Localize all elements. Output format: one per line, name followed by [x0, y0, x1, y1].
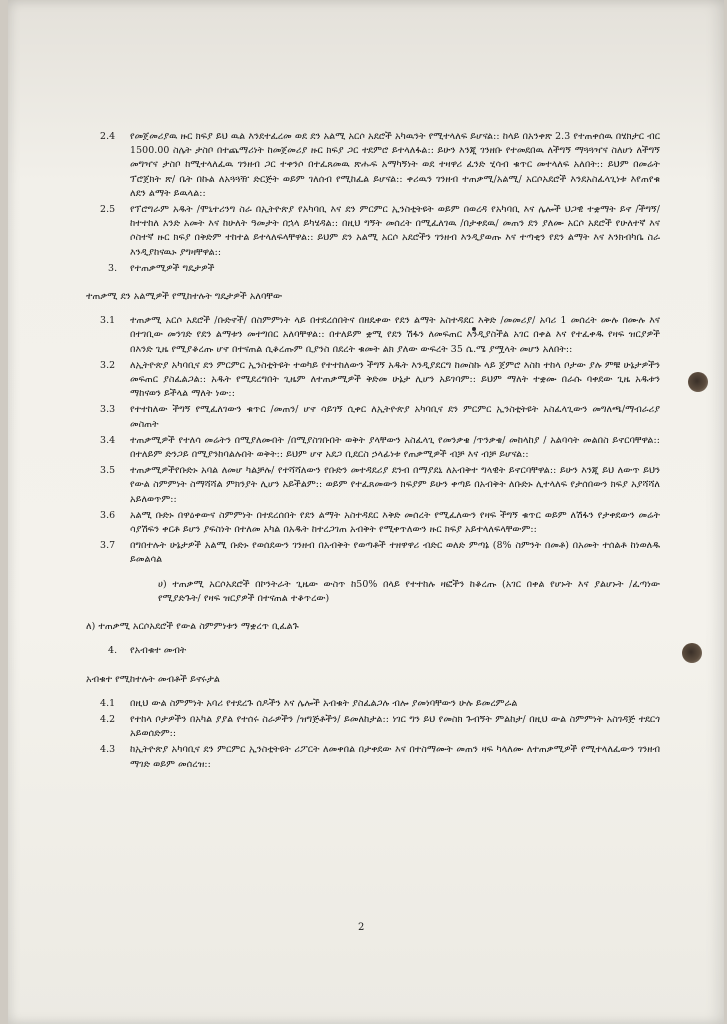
item-text: ከኢትዮጵያ አካባቢና ደን ምርምር ኢንስቲትዩት ሪፖርት ለመቀበል በታቀደው እና በተስማሙት መጠን ዛፍ ካላለሙ ለተጠቃሚዎች የሚተላለፈውን ገንዘብ ማገድ ወይም መሰረዝ:: — [130, 744, 660, 770]
section-title: የአብቁተ መብት — [130, 645, 187, 657]
list-item — [100, 403, 660, 431]
document-page — [8, 0, 724, 1024]
item-number: 4.3 — [100, 744, 116, 756]
punch-hole-upper — [688, 372, 708, 392]
list-item — [100, 130, 660, 201]
item-text: ለኢትዮጵያ አካባቢና ደን ምርምር ኢንስቲትዩት ተወካይ የተተከለውን ችግኝ አዱት እንዲያደርግ ከመስኩ ላይ ጀምሮ እስከ ተከላ ቦታው ያሉ ምቹ ሁኔታዎችን መፍጠር ያስፈልጋል:: አዱት የሚደረግበት ጊዜም ለተጠቃሚዎች ቅድመ ሁኔታ ሊሆን አይገባም:: ይህም ማለት ተቋሙ በራሱ ባቀደው ጊዜ አዱቱን ማከናወን ይችላል ማለት ነው:: — [130, 359, 660, 400]
item-text: የፕሮግራም አዱት /ሞኒተሪንግ ስራ በኢትዮጵያ የአካባቢ እና ደን ምርምር ኢንስቲትዩት ወይም በወረዳ የአካባቢ እና ሌሎች ህጋዊ ተቋማት ይኖ /ችግኝ/ ከተተከለ አንድ አመት እና ከሁለት ዓመታት በኋላ ይካሄዳል:: በዚህ ግኝት መሰረት በሚፈለገዉ /በታቀደዉ/ መጠን ደን ያለሙ አርሶ አደሮች የሁለተኛ እና ሶስተኛ ዙር ክፍያ በቅድም ተከተል ይተላለፍላቸዋል:: ይህም ደን አልሚ አርሶ አደሮችን ገንዘብ እንዲያወጡ እና ተጣቂን የደን ልማት እና እንክብካቤ ስራ እንዲያከናዉኑ ያግዛቸዋል:: — [130, 204, 660, 258]
section-title: የተጠቃሚዎች ግዴታዎች — [130, 262, 215, 274]
item-text: አልሚ ቡድኑ በዋዕቀውና ስምምነት በተደረሰበት የደን ልማት አስተዳደር እቅድ መሰረት የሚፈለውን የዛፍ ችግኝ ቁጥር ወይም ለሽፋን የታቀደውን መሬት ሳያሽፍን ቀርቶ ይሆን ያፍስነት በተለመ አካል በአዱት ከተረጋገጠ አብቅት የሚቀጥለውን ዙር ክፍያ አይተላለፍላቸውም:: — [130, 509, 660, 536]
section-number: 4. — [108, 645, 118, 657]
document-body — [86, 130, 660, 774]
punch-hole-lower — [682, 643, 702, 663]
item-text: ተጠቃሚዎችየቡድኑ አባል ለመሆ ካልቻሉ/ የተሻሻለውን የቡድን መተዳደሪያ ደንብ በማያደኒ ለአብቅተ ግላዊት ይኖርባቸዋል:: ይሁን እንጂ ይህ ለውጥ ይህን የውል ስምምነት ስማሻሻል ምክንያት ሊሆን አይችልም:: ወይም የተፈጸመውን ክፍያም ይሁን ቀጣይ በአብቅት ለቡድኑ ሊተላለፍ የታሰበውን ክፍያ አያሻሻለ አይለወጥም:: — [130, 465, 660, 505]
item-number: 3.6 — [100, 509, 116, 521]
page-number: 2 — [358, 922, 365, 933]
item-number: 3.1 — [100, 315, 116, 327]
item-number: 2.5 — [100, 204, 116, 216]
list-item — [100, 743, 660, 771]
item-text: የተከላ ቦታዎችን በአካል ያያል የተሰሩ ስራዎችን /ዝግጅቶችን/ ይመለከታል:: ነገር ግን ይህ የመስክ ጉብኝት ምልከታ/ በዚህ ውል ስምምነት አስገዳጅ ተደርጎ አይወሰድም:: — [130, 713, 660, 740]
section-number: 3. — [108, 262, 118, 274]
item-number: 2.4 — [100, 131, 116, 142]
list-item — [100, 539, 660, 567]
list-item — [100, 359, 660, 402]
list-item — [100, 314, 660, 357]
item-number: 3.4 — [100, 434, 116, 446]
item-text: የመጀመሪያዉ ዙር ክፍያ ይህ ዉል እንደተፈረመ ወደ ደን አልሚ አርሶ አደሮች አካዉንት የሚተላለፍ ይሆናል:: ከላይ በአንቀጽ 2.3 የተጠቀሰዉ በሄክታር ብር 1500.00 ስሌት ታስቦ በተጨማሪነት ከመጀመሪያ ዙር ክፍያ ጋር ተደምሮ ይተላለፋል:: ይሁን እንጂ ገንዘቡ የተመደበዉ ለችግኝ ማጓጓዣና ስለሆነ ለችግኝ መግዣና ታስቦ ከሚተላለፈዉ ገንዘብ ጋር ተቀንሶ በተፈጸመዉ ጽሑፍ አማካኝነት ወደ ተዛዋሪ ፈንድ ሂሳብ ቁጥር መተላለፍ አለበት:: ይህም በመሬት ፕሮጀክት ጽ/ ቤት በኩል ለአጓጓዥ ድርጅት ወይም ገለሰብ የሚከፈል ይሆናል:: ቀሪዉን ገንዘብ ተጠቃሚ/አልሚ/ አርሶአደሮች እንደአስፈላጊነቱ እየጠየቁ ለደን ልማት ይዉላል:: — [130, 131, 660, 199]
section-intro: ተጠቃሚ ደን አልሚዎች የሚከተሉት ግዴታዎች አለባቸው — [86, 291, 283, 303]
sub-clause-a: ሀ) ተጠቃሚ አርሶአደሮች በኮንትራት ጊዜው ውስጥ ከ50% በላይ የተተከሉ ዛፎችን ከቆረጡ (አገር በቀል የሆኑት እና ያልሆኑት /ፈጣነው የሚያድጉት/ የዛፍ ዝርያዎች በተናጠል ተቆጥረው) — [158, 578, 660, 604]
list-item — [100, 509, 660, 537]
item-number: 3.2 — [100, 359, 116, 371]
item-text: በግበተሉት ሁኔታዎች አልሚ ቡድኑ የወሰደውን ገንዘብ በአብቅት የወጣቶች ተዘዋዋሪ ብድር ወለድ ምጣኔ (8% ስምንት በመቶ) በአመት ተሰልቶ ከነወለዱ ይመልሳል — [130, 540, 660, 566]
item-text: ተጠቃሚ አርሶ አደሮች /ቡድኖች/ በስምምነት ላይ በተደረሰበትና በዘዴቀው የደን ልማት አስተዳደር እቅድ /መመሪያ/ አባሪ 1 መሰረት ሙሉ በሙሉ እና በተገቢው መንገድ የደን ልማቱን መተግበር አለባቸዋል:: በተለይም ቋሚ የደን ሽፋን ለመፍጠር እንዲያስችል አገር በቀል እና የተፈቀዱ የዛፍ ዝርያዎች በእንድ ጊዜ የሚያቆረጡ ሆኖ በተናጠል ሲቆረጡም ቢያንስ በደረት ቁመት ልክ ያለው ውፍረት 35 ሴ.ሜ ያሟላት መሆን አለበት:: — [130, 315, 660, 355]
sub-clause-b: ለ) ተጠቃሚ አርሶአደሮች የውል ስምምነቱን ማቋረጥ ቢፈልጉ — [86, 621, 299, 633]
item-number: 4.2 — [100, 713, 116, 725]
item-number: 4.1 — [100, 697, 116, 709]
list-item — [100, 713, 660, 741]
item-text: ተጠቃሚዎች የተለሳ መሬትን በሚያለሙበት /በሚያስገቡበት ወቅት ያላቸውን አስፈላጊ የመንቃቄ /ጥንቃቄ/ መከላከያ / አልባሳት መልበስ ይኖርባቸዋል:: በተለይም ድንጋይ በሚያንከባልሉበት ወቅት:: ይህም ሆኖ አደጋ ቢደርስ ኃላፊነቱ የጠቃሚዎች ብቻ እና ብቻ ይሆናል:: — [130, 434, 660, 461]
list-item — [100, 203, 660, 260]
section-intro: አብቁተ የሚከተሉት መብቶች ይኖሩታል — [86, 673, 220, 685]
item-number: 3.5 — [100, 465, 116, 477]
item-number: 3.3 — [100, 404, 116, 416]
item-text: የተተከለው ችግኝ የሚፈለገውን ቁጥር /መጠን/ ሆኖ ሳይገኝ ሲቀር ለኢትዮጵያ አካባቢና ደን ምርምር ኢንስቲትዩት አስፈላጊውን መግለጫ/ማብራሪያ መስጠት — [130, 404, 660, 430]
list-item — [100, 697, 660, 711]
item-text: በዚህ ውል ስምምነት አባሪ የተደረጉ ሰዶችን እና ሌሎች አብቁት ያስፈልጋሉ ብሎ ያመነባቸውን ሁሉ ይመረምራል — [130, 697, 518, 709]
section-heading — [100, 644, 660, 658]
section-heading — [100, 262, 660, 276]
item-number: 3.7 — [100, 540, 116, 552]
list-item — [100, 434, 660, 462]
list-item — [100, 464, 660, 507]
